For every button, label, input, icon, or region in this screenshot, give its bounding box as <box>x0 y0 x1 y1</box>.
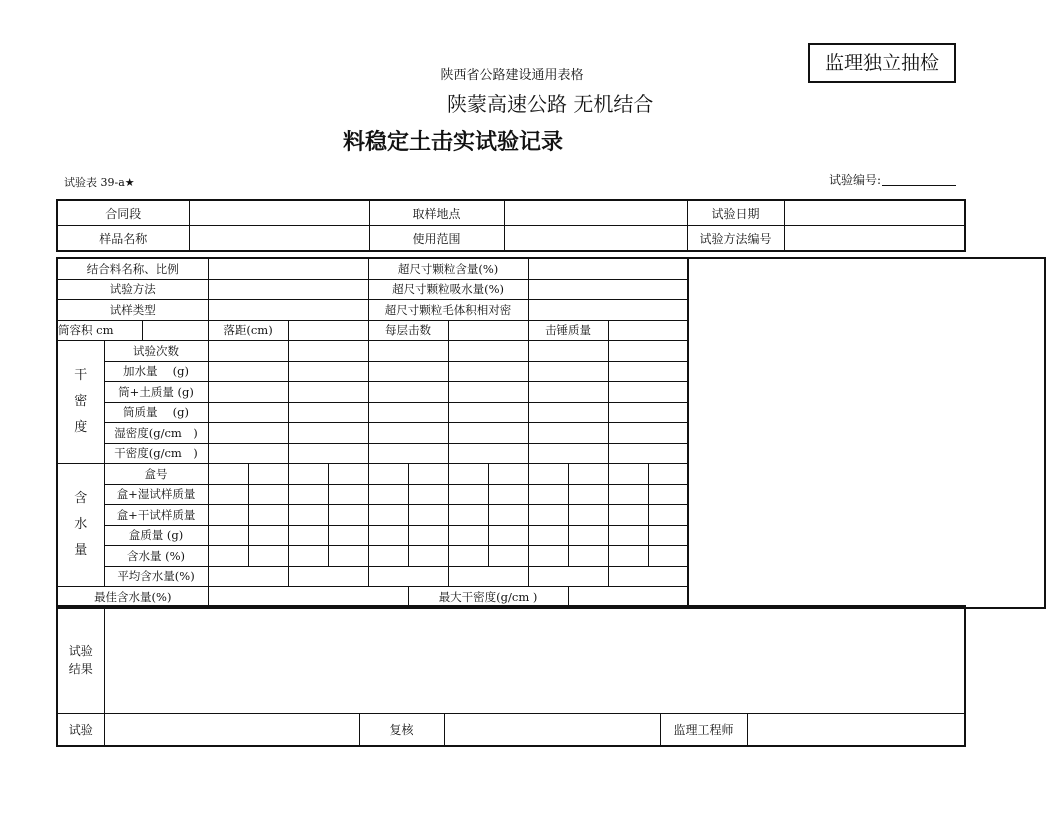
data-cell[interactable] <box>368 382 448 403</box>
box-cell[interactable] <box>448 505 488 526</box>
box-cell[interactable] <box>528 546 568 567</box>
box-cell[interactable] <box>288 525 328 546</box>
test-method-field[interactable] <box>208 279 368 300</box>
compaction-table <box>56 257 1046 609</box>
box-cell[interactable] <box>648 525 688 546</box>
data-cell[interactable] <box>208 382 288 403</box>
data-cell[interactable] <box>448 402 528 423</box>
box-cell[interactable] <box>488 464 528 485</box>
test-method-label: 试验方法 <box>57 279 208 300</box>
box-cell[interactable] <box>568 464 608 485</box>
box-cell[interactable] <box>288 505 328 526</box>
box-cell[interactable] <box>648 464 688 485</box>
data-cell[interactable] <box>528 382 608 403</box>
box-cell[interactable] <box>328 505 368 526</box>
sampling-location-label: 取样地点 <box>369 200 504 226</box>
result-table <box>56 605 966 747</box>
data-cell[interactable] <box>208 402 288 423</box>
data-cell[interactable] <box>528 443 608 464</box>
water-added-label: 加水量 (g) <box>104 361 208 382</box>
drop-height-field[interactable] <box>288 320 368 341</box>
trial-cell[interactable] <box>368 341 448 362</box>
box-cell[interactable] <box>328 546 368 567</box>
data-cell[interactable] <box>368 423 448 444</box>
dry-density-group-text: 干 密 度 <box>74 368 88 435</box>
dry-density-label: 干密度(g/cm ) <box>104 443 208 464</box>
oversize-bulk-density-label: 超尺寸颗粒毛体积相对密 <box>368 300 528 321</box>
box-cell[interactable] <box>488 525 528 546</box>
cylinder-volume-field[interactable] <box>142 320 208 341</box>
box-cell[interactable] <box>448 484 488 505</box>
box-cell[interactable] <box>488 505 528 526</box>
data-cell[interactable] <box>528 361 608 382</box>
box-mass-label: 盒质量 (g) <box>104 525 208 546</box>
box-cell[interactable] <box>368 464 408 485</box>
box-cell[interactable] <box>488 546 528 567</box>
oversize-absorption-label: 超尺寸颗粒吸水量(%) <box>368 279 528 300</box>
box-cell[interactable] <box>368 525 408 546</box>
supervision-stamp: 监理独立抽检 <box>808 43 956 83</box>
moisture-group-text: 含 水 量 <box>74 491 88 558</box>
tester-label: 试验 <box>57 714 104 747</box>
box-cell[interactable] <box>608 546 648 567</box>
box-cell[interactable] <box>208 525 248 546</box>
box-cell[interactable] <box>568 484 608 505</box>
data-cell[interactable] <box>288 566 368 587</box>
data-cell[interactable] <box>208 423 288 444</box>
cylinder-volume-label: 筒容积 cm <box>57 320 142 341</box>
data-cell[interactable] <box>528 402 608 423</box>
binder-name-ratio-field[interactable] <box>208 258 368 279</box>
supervisor-label: 监理工程师 <box>660 714 747 747</box>
box-cell[interactable] <box>408 546 448 567</box>
dry-density-group-label <box>57 341 104 464</box>
result-field[interactable] <box>104 606 965 714</box>
box-cell[interactable] <box>328 464 368 485</box>
box-cell[interactable] <box>568 546 608 567</box>
box-cell[interactable] <box>568 525 608 546</box>
data-cell[interactable] <box>528 423 608 444</box>
data-cell[interactable] <box>448 382 528 403</box>
box-cell[interactable] <box>368 546 408 567</box>
data-cell[interactable] <box>608 382 688 403</box>
box-cell[interactable] <box>208 546 248 567</box>
data-cell[interactable] <box>208 361 288 382</box>
supervisor-field[interactable] <box>747 714 965 747</box>
data-cell[interactable] <box>368 361 448 382</box>
box-cell[interactable] <box>208 464 248 485</box>
form-number: 试验表 39-a★ <box>64 176 135 189</box>
sample-type-label: 试样类型 <box>57 300 208 321</box>
box-cell[interactable] <box>448 464 488 485</box>
trial-cell[interactable] <box>608 341 688 362</box>
data-cell[interactable] <box>448 566 528 587</box>
box-cell[interactable] <box>568 505 608 526</box>
box-cell[interactable] <box>408 484 448 505</box>
test-method-code-field[interactable] <box>784 226 965 252</box>
box-cell[interactable] <box>248 505 288 526</box>
test-number-label: 试验编号: <box>829 173 882 187</box>
tester-field[interactable] <box>104 714 359 747</box>
data-cell[interactable] <box>288 423 368 444</box>
box-cell[interactable] <box>448 546 488 567</box>
usage-scope-field[interactable] <box>504 226 687 252</box>
box-cell[interactable] <box>368 484 408 505</box>
drop-height-label: 落距(cm) <box>208 320 288 341</box>
trial-cell[interactable] <box>208 341 288 362</box>
data-cell[interactable] <box>288 443 368 464</box>
box-cell[interactable] <box>328 525 368 546</box>
data-cell[interactable] <box>528 566 608 587</box>
contract-section-label: 合同段 <box>57 200 189 226</box>
box-cell[interactable] <box>528 484 568 505</box>
data-cell[interactable] <box>608 566 688 587</box>
data-cell[interactable] <box>368 402 448 423</box>
optimum-moisture-label: 最佳含水量(%) <box>57 587 208 608</box>
info-table <box>56 199 966 252</box>
trial-cell[interactable] <box>288 341 368 362</box>
cylinder-mass-label: 筒质量 (g) <box>104 402 208 423</box>
test-method-code-label: 试验方法编号 <box>687 226 784 252</box>
box-cell[interactable] <box>648 546 688 567</box>
box-cell[interactable] <box>208 505 248 526</box>
oversize-content-label: 超尺寸颗粒含量(%) <box>368 258 528 279</box>
box-cell[interactable] <box>528 505 568 526</box>
test-number-field[interactable] <box>882 185 956 186</box>
box-cell[interactable] <box>328 484 368 505</box>
box-cell[interactable] <box>248 546 288 567</box>
box-cell[interactable] <box>208 484 248 505</box>
data-cell[interactable] <box>368 566 448 587</box>
hammer-mass-field[interactable] <box>608 320 688 341</box>
box-cell[interactable] <box>248 464 288 485</box>
trial-cell[interactable] <box>528 341 608 362</box>
cylinder-soil-mass-label: 筒+土质量 (g) <box>104 382 208 403</box>
data-cell[interactable] <box>288 402 368 423</box>
box-cell[interactable] <box>448 525 488 546</box>
blows-per-layer-label: 每层击数 <box>368 320 448 341</box>
trial-cell[interactable] <box>448 341 528 362</box>
sample-name-field[interactable] <box>189 226 369 252</box>
oversize-content-field[interactable] <box>528 258 688 279</box>
data-cell[interactable] <box>448 423 528 444</box>
box-cell[interactable] <box>368 505 408 526</box>
box-cell[interactable] <box>648 505 688 526</box>
box-cell[interactable] <box>608 505 648 526</box>
box-cell[interactable] <box>648 484 688 505</box>
data-cell[interactable] <box>608 423 688 444</box>
form-subtitle: 陕西省公路建设通用表格 <box>440 68 584 83</box>
box-cell[interactable] <box>248 484 288 505</box>
oversize-bulk-density-field[interactable] <box>528 300 688 321</box>
data-cell[interactable] <box>288 382 368 403</box>
form-title-line2: 料稳定土击实试验记录 <box>343 130 564 155</box>
box-cell[interactable] <box>288 546 328 567</box>
box-number-label: 盒号 <box>104 464 208 485</box>
data-cell[interactable] <box>368 443 448 464</box>
curve-plot-area <box>688 258 1045 608</box>
box-cell[interactable] <box>488 484 528 505</box>
blows-per-layer-field[interactable] <box>448 320 528 341</box>
data-cell[interactable] <box>608 361 688 382</box>
form-title-line1: 陕蒙高速公路 无机结合 <box>447 92 654 116</box>
avg-moisture-label: 平均含水量(%) <box>104 566 208 587</box>
reviewer-field[interactable] <box>444 714 660 747</box>
binder-name-ratio-label: 结合料名称、比例 <box>57 258 208 279</box>
reviewer-label: 复核 <box>359 714 444 747</box>
contract-section-field[interactable] <box>189 200 369 226</box>
box-cell[interactable] <box>528 525 568 546</box>
box-cell[interactable] <box>528 464 568 485</box>
oversize-absorption-field[interactable] <box>528 279 688 300</box>
moisture-content-label: 含水量 (%) <box>104 546 208 567</box>
box-cell[interactable] <box>608 484 648 505</box>
box-cell[interactable] <box>608 525 648 546</box>
data-cell[interactable] <box>608 443 688 464</box>
data-cell[interactable] <box>288 361 368 382</box>
box-cell[interactable] <box>248 525 288 546</box>
usage-scope-label: 使用范围 <box>369 226 504 252</box>
box-wet-sample-label: 盒+湿试样质量 <box>104 484 208 505</box>
data-cell[interactable] <box>448 361 528 382</box>
max-dry-density-label: 最大干密度(g/cm ) <box>408 587 568 608</box>
test-date-field[interactable] <box>784 200 965 226</box>
sampling-location-field[interactable] <box>504 200 687 226</box>
box-cell[interactable] <box>408 464 448 485</box>
box-cell[interactable] <box>288 464 328 485</box>
sample-name-label: 样品名称 <box>57 226 189 252</box>
data-cell[interactable] <box>208 443 288 464</box>
trial-count-label: 试验次数 <box>104 341 208 362</box>
test-date-label: 试验日期 <box>687 200 784 226</box>
data-cell[interactable] <box>608 402 688 423</box>
box-cell[interactable] <box>408 505 448 526</box>
box-cell[interactable] <box>408 525 448 546</box>
moisture-group-label <box>57 464 104 587</box>
result-label-cell <box>57 606 104 714</box>
data-cell[interactable] <box>208 566 288 587</box>
box-cell[interactable] <box>608 464 648 485</box>
hammer-mass-label: 击锤质量 <box>528 320 608 341</box>
data-cell[interactable] <box>448 443 528 464</box>
box-cell[interactable] <box>288 484 328 505</box>
result-label: 试验 结果 <box>68 644 93 676</box>
box-dry-sample-label: 盒+干试样质量 <box>104 505 208 526</box>
sample-type-field[interactable] <box>208 300 368 321</box>
wet-density-label: 湿密度(g/cm ) <box>104 423 208 444</box>
